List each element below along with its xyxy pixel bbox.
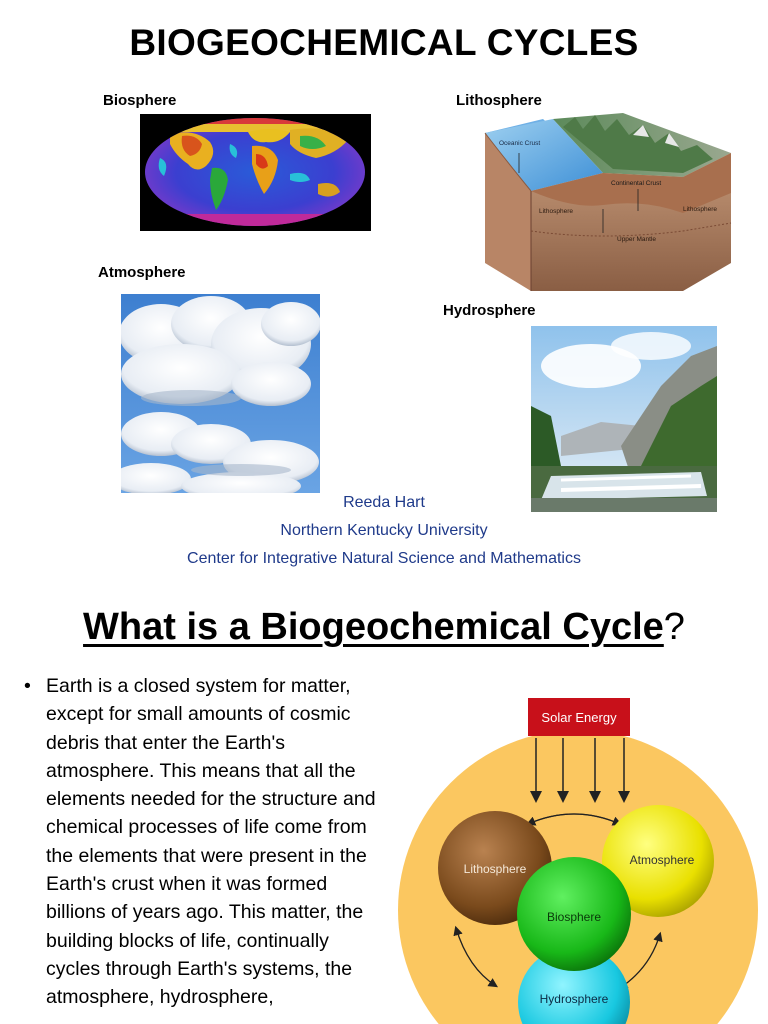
credit-center: Center for Integrative Natural Science and Mathematics (187, 550, 581, 567)
lithosphere-sphere-label: Lithosphere (463, 862, 527, 876)
atmosphere-clouds-image (121, 294, 320, 493)
upper-mantle-text: Upper Mantle (617, 236, 657, 243)
question-title (0, 606, 768, 649)
solar-energy-label: Solar Energy (541, 710, 617, 725)
lithosphere-diagram-image (483, 113, 733, 291)
credit-author: Reeda Hart (343, 494, 425, 511)
question-mark: ? (663, 606, 685, 648)
continental-crust-text: Continental Crust (611, 180, 662, 187)
biosphere-sphere-label: Biosphere (546, 910, 602, 924)
atmosphere-sphere-label: Atmosphere (629, 853, 695, 867)
bullet-text: Earth is a closed system for matter, except for small amounts of cosmic debris that enter the Earth's atmosphere. This means that all the elements needed for the structure and chemical processes of life come from the elements that were present in the Earth's crust when it was formed billions of years ago. This matter, the building blocks of life, continually cycles through Earth's systems, the atmosphere, hydrosphere, (46, 675, 376, 1009)
lithosphere-right-text: Lithosphere (683, 206, 717, 213)
lithosphere-label: Lithosphere (456, 92, 542, 109)
biosphere-label: Biosphere (103, 92, 177, 109)
atmosphere-label: Atmosphere (98, 264, 186, 281)
bullet-paragraph (24, 672, 384, 1012)
question-title-main: What is a Biogeochemical Cycle (83, 606, 664, 648)
slide-title: BIOGEOCHEMICAL CYCLES (129, 22, 639, 63)
lithosphere-left-text: Lithosphere (539, 208, 573, 215)
oceanic-crust-text: Oceanic Crust (499, 140, 541, 147)
bullet-dot: • (24, 675, 31, 697)
hydrosphere-label: Hydrosphere (443, 302, 536, 319)
hydrosphere-sphere-label: Hydrosphere (539, 992, 609, 1006)
hydrosphere-landscape-image (531, 326, 717, 512)
cycle-diagram (398, 696, 768, 1024)
credit-university: Northern Kentucky University (280, 522, 488, 539)
biosphere-map-image (140, 114, 371, 231)
